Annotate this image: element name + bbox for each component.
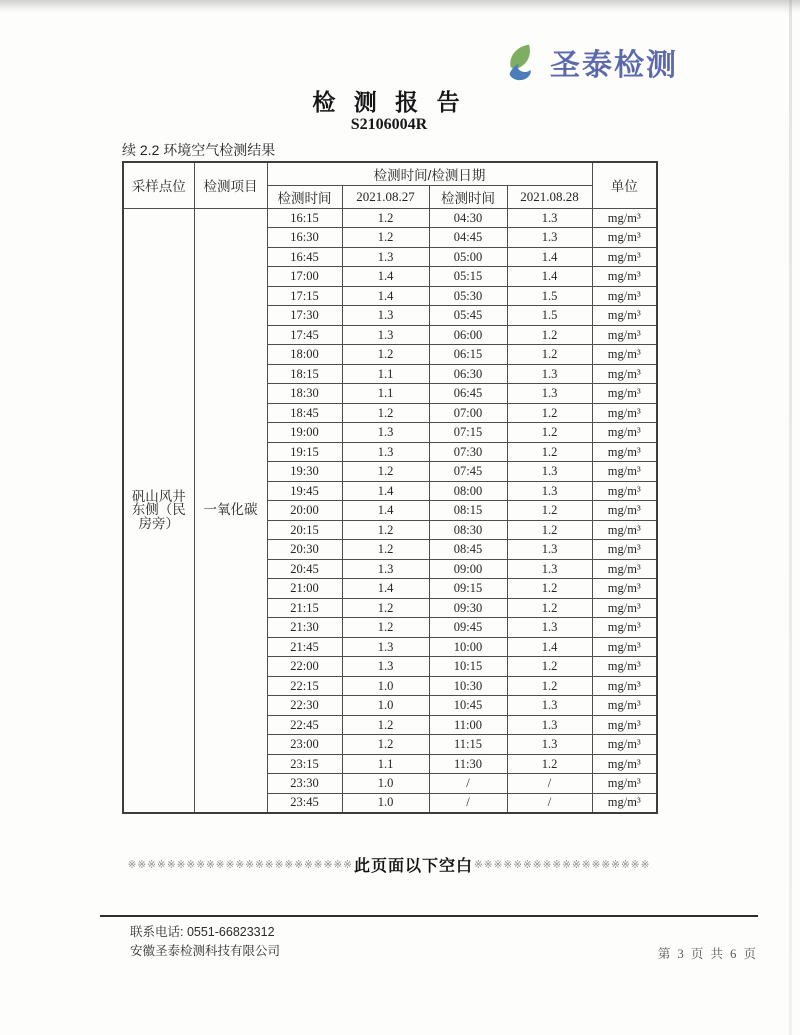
time-cell: 17:15 <box>267 286 342 306</box>
time-cell: 11:30 <box>429 754 507 774</box>
time-cell: 20:30 <box>267 540 342 560</box>
footer-phone: 联系电话: 0551-66823312 <box>130 925 275 939</box>
time-cell: 21:30 <box>267 618 342 638</box>
unit-cell: mg/m³ <box>592 228 657 248</box>
time-cell: 22:45 <box>267 715 342 735</box>
time-cell: 05:00 <box>429 247 507 267</box>
time-cell: 21:00 <box>267 579 342 599</box>
stars-left: ※※※※※※※※※※※※※※※※※※※※※※※ <box>127 858 353 871</box>
time-cell: 10:15 <box>429 657 507 677</box>
value-cell: 1.2 <box>507 520 592 540</box>
value-cell: 1.3 <box>342 325 429 345</box>
unit-cell: mg/m³ <box>592 793 657 813</box>
test-item-cell: 一氧化碳 <box>194 208 267 813</box>
value-cell: 1.2 <box>342 520 429 540</box>
value-cell: 1.3 <box>342 657 429 677</box>
value-cell: 1.0 <box>342 793 429 813</box>
time-cell: 10:30 <box>429 676 507 696</box>
value-cell: 1.0 <box>342 676 429 696</box>
value-cell: 1.3 <box>507 696 592 716</box>
time-cell: 05:45 <box>429 306 507 326</box>
table-row <box>123 208 657 228</box>
value-cell: 1.3 <box>507 364 592 384</box>
time-cell: 18:30 <box>267 384 342 404</box>
unit-cell: mg/m³ <box>592 754 657 774</box>
results-tbody <box>123 208 657 813</box>
unit-cell: mg/m³ <box>592 325 657 345</box>
col-header-time-date-group: 检测时间/检测日期 <box>267 162 592 185</box>
footer-page-number: 第 3 页 共 6 页 <box>657 947 758 961</box>
value-cell: 1.2 <box>342 618 429 638</box>
col-header-date-2: 2021.08.28 <box>507 185 592 208</box>
sampling-point-cell: 矾山风井东侧（民房旁） <box>123 208 194 813</box>
time-cell: / <box>429 774 507 794</box>
value-cell: 1.0 <box>342 696 429 716</box>
time-cell: 18:45 <box>267 403 342 423</box>
value-cell: 1.2 <box>507 442 592 462</box>
value-cell: 1.3 <box>507 559 592 579</box>
unit-cell: mg/m³ <box>592 540 657 560</box>
value-cell: 1.2 <box>507 598 592 618</box>
value-cell: 1.3 <box>342 423 429 443</box>
value-cell: 1.3 <box>507 618 592 638</box>
value-cell: 1.4 <box>507 637 592 657</box>
col-header-date-1: 2021.08.27 <box>342 185 429 208</box>
value-cell: 1.3 <box>507 481 592 501</box>
unit-cell: mg/m³ <box>592 618 657 638</box>
time-cell: 19:15 <box>267 442 342 462</box>
value-cell: 1.2 <box>342 228 429 248</box>
time-cell: 09:45 <box>429 618 507 638</box>
unit-cell: mg/m³ <box>592 442 657 462</box>
time-cell: 16:45 <box>267 247 342 267</box>
time-cell: 08:00 <box>429 481 507 501</box>
time-cell: 07:15 <box>429 423 507 443</box>
time-cell: 22:30 <box>267 696 342 716</box>
time-cell: 20:00 <box>267 501 342 521</box>
unit-cell: mg/m³ <box>592 462 657 482</box>
col-header-sampling-point: 采样点位 <box>123 162 194 208</box>
time-cell: 04:30 <box>429 208 507 228</box>
results-table <box>122 161 658 814</box>
blank-below-note <box>110 853 668 876</box>
unit-cell: mg/m³ <box>592 267 657 287</box>
time-cell: 22:00 <box>267 657 342 677</box>
value-cell: / <box>507 793 592 813</box>
scan-artifact-right <box>789 0 792 1035</box>
value-cell: 1.3 <box>342 559 429 579</box>
unit-cell: mg/m³ <box>592 286 657 306</box>
time-cell: 17:30 <box>267 306 342 326</box>
value-cell: 1.4 <box>507 247 592 267</box>
time-cell: 23:00 <box>267 735 342 755</box>
value-cell: 1.3 <box>342 442 429 462</box>
unit-cell: mg/m³ <box>592 403 657 423</box>
blank-note-text: 此页面以下空白 <box>353 858 473 875</box>
unit-cell: mg/m³ <box>592 423 657 443</box>
time-cell: 18:00 <box>267 345 342 365</box>
value-cell: 1.4 <box>342 267 429 287</box>
value-cell: 1.3 <box>342 247 429 267</box>
unit-cell: mg/m³ <box>592 657 657 677</box>
value-cell: 1.4 <box>342 481 429 501</box>
time-cell: 06:00 <box>429 325 507 345</box>
time-cell: 06:15 <box>429 345 507 365</box>
value-cell: 1.2 <box>507 754 592 774</box>
value-cell: 1.3 <box>507 208 592 228</box>
time-cell: 06:30 <box>429 364 507 384</box>
time-cell: 04:45 <box>429 228 507 248</box>
footer-company: 安徽圣泰检测科技有限公司 <box>130 944 281 958</box>
unit-cell: mg/m³ <box>592 384 657 404</box>
unit-cell: mg/m³ <box>592 364 657 384</box>
time-cell: 22:15 <box>267 676 342 696</box>
unit-cell: mg/m³ <box>592 481 657 501</box>
time-cell: 20:45 <box>267 559 342 579</box>
time-cell: 20:15 <box>267 520 342 540</box>
col-header-time-2: 检测时间 <box>429 185 507 208</box>
company-logo <box>500 42 678 89</box>
value-cell: 1.3 <box>342 637 429 657</box>
unit-cell: mg/m³ <box>592 637 657 657</box>
header-row-1 <box>123 162 657 185</box>
value-cell: 1.2 <box>507 325 592 345</box>
value-cell: 1.2 <box>507 579 592 599</box>
time-cell: 10:00 <box>429 637 507 657</box>
value-cell: 1.3 <box>342 306 429 326</box>
footer-divider <box>100 915 758 917</box>
time-cell: 05:15 <box>429 267 507 287</box>
time-cell: 23:30 <box>267 774 342 794</box>
value-cell: 1.2 <box>507 657 592 677</box>
time-cell: 09:15 <box>429 579 507 599</box>
unit-cell: mg/m³ <box>592 520 657 540</box>
unit-cell: mg/m³ <box>592 501 657 521</box>
time-cell: 06:45 <box>429 384 507 404</box>
value-cell: 1.2 <box>342 735 429 755</box>
time-cell: 23:15 <box>267 754 342 774</box>
unit-cell: mg/m³ <box>592 579 657 599</box>
time-cell: 21:45 <box>267 637 342 657</box>
logo-text: 圣泰检测 <box>550 48 678 82</box>
value-cell: 1.3 <box>507 462 592 482</box>
value-cell: 1.2 <box>342 345 429 365</box>
value-cell: 1.2 <box>507 501 592 521</box>
value-cell: 1.5 <box>507 306 592 326</box>
time-cell: 07:00 <box>429 403 507 423</box>
time-cell: 17:45 <box>267 325 342 345</box>
value-cell: 1.2 <box>507 676 592 696</box>
time-cell: 19:45 <box>267 481 342 501</box>
time-cell: 16:15 <box>267 208 342 228</box>
unit-cell: mg/m³ <box>592 559 657 579</box>
value-cell: 1.3 <box>507 735 592 755</box>
unit-cell: mg/m³ <box>592 598 657 618</box>
value-cell: 1.2 <box>507 423 592 443</box>
value-cell: 1.4 <box>342 579 429 599</box>
time-cell: 07:30 <box>429 442 507 462</box>
value-cell: 1.2 <box>342 598 429 618</box>
unit-cell: mg/m³ <box>592 696 657 716</box>
time-cell: 11:15 <box>429 735 507 755</box>
unit-cell: mg/m³ <box>592 345 657 365</box>
value-cell: 1.2 <box>507 403 592 423</box>
time-cell: 17:00 <box>267 267 342 287</box>
value-cell: 1.1 <box>342 364 429 384</box>
time-cell: 09:00 <box>429 559 507 579</box>
report-number: S2106004R <box>350 116 428 133</box>
value-cell: 1.5 <box>507 286 592 306</box>
time-cell: 16:30 <box>267 228 342 248</box>
time-cell: 23:45 <box>267 793 342 813</box>
value-cell: 1.0 <box>342 774 429 794</box>
time-cell: 21:15 <box>267 598 342 618</box>
time-cell: 08:30 <box>429 520 507 540</box>
scan-artifact-top <box>0 0 800 14</box>
time-cell: / <box>429 793 507 813</box>
stars-right: ※※※※※※※※※※※※※※※※※※ <box>474 858 651 871</box>
value-cell: 1.2 <box>342 403 429 423</box>
value-cell: 1.3 <box>507 540 592 560</box>
value-cell: 1.2 <box>507 345 592 365</box>
value-cell: 1.3 <box>507 715 592 735</box>
value-cell: 1.1 <box>342 754 429 774</box>
col-header-unit: 单位 <box>592 162 657 208</box>
time-cell: 05:30 <box>429 286 507 306</box>
value-cell: 1.2 <box>342 462 429 482</box>
col-header-test-item: 检测项目 <box>194 162 267 208</box>
value-cell: 1.3 <box>507 384 592 404</box>
value-cell: / <box>507 774 592 794</box>
time-cell: 11:00 <box>429 715 507 735</box>
unit-cell: mg/m³ <box>592 715 657 735</box>
time-cell: 08:15 <box>429 501 507 521</box>
unit-cell: mg/m³ <box>592 735 657 755</box>
unit-cell: mg/m³ <box>592 208 657 228</box>
col-header-time-1: 检测时间 <box>267 185 342 208</box>
time-cell: 19:00 <box>267 423 342 443</box>
value-cell: 1.4 <box>507 267 592 287</box>
time-cell: 07:45 <box>429 462 507 482</box>
time-cell: 18:15 <box>267 364 342 384</box>
value-cell: 1.3 <box>507 228 592 248</box>
time-cell: 10:45 <box>429 696 507 716</box>
unit-cell: mg/m³ <box>592 774 657 794</box>
value-cell: 1.4 <box>342 501 429 521</box>
value-cell: 1.2 <box>342 715 429 735</box>
unit-cell: mg/m³ <box>592 306 657 326</box>
time-cell: 19:30 <box>267 462 342 482</box>
leaf-icon <box>500 42 542 89</box>
unit-cell: mg/m³ <box>592 676 657 696</box>
value-cell: 1.2 <box>342 540 429 560</box>
report-title: 检 测 报 告 <box>312 89 466 115</box>
value-cell: 1.2 <box>342 208 429 228</box>
section-label: 续 2.2 环境空气检测结果 <box>122 142 276 158</box>
value-cell: 1.4 <box>342 286 429 306</box>
unit-cell: mg/m³ <box>592 247 657 267</box>
time-cell: 09:30 <box>429 598 507 618</box>
time-cell: 08:45 <box>429 540 507 560</box>
value-cell: 1.1 <box>342 384 429 404</box>
